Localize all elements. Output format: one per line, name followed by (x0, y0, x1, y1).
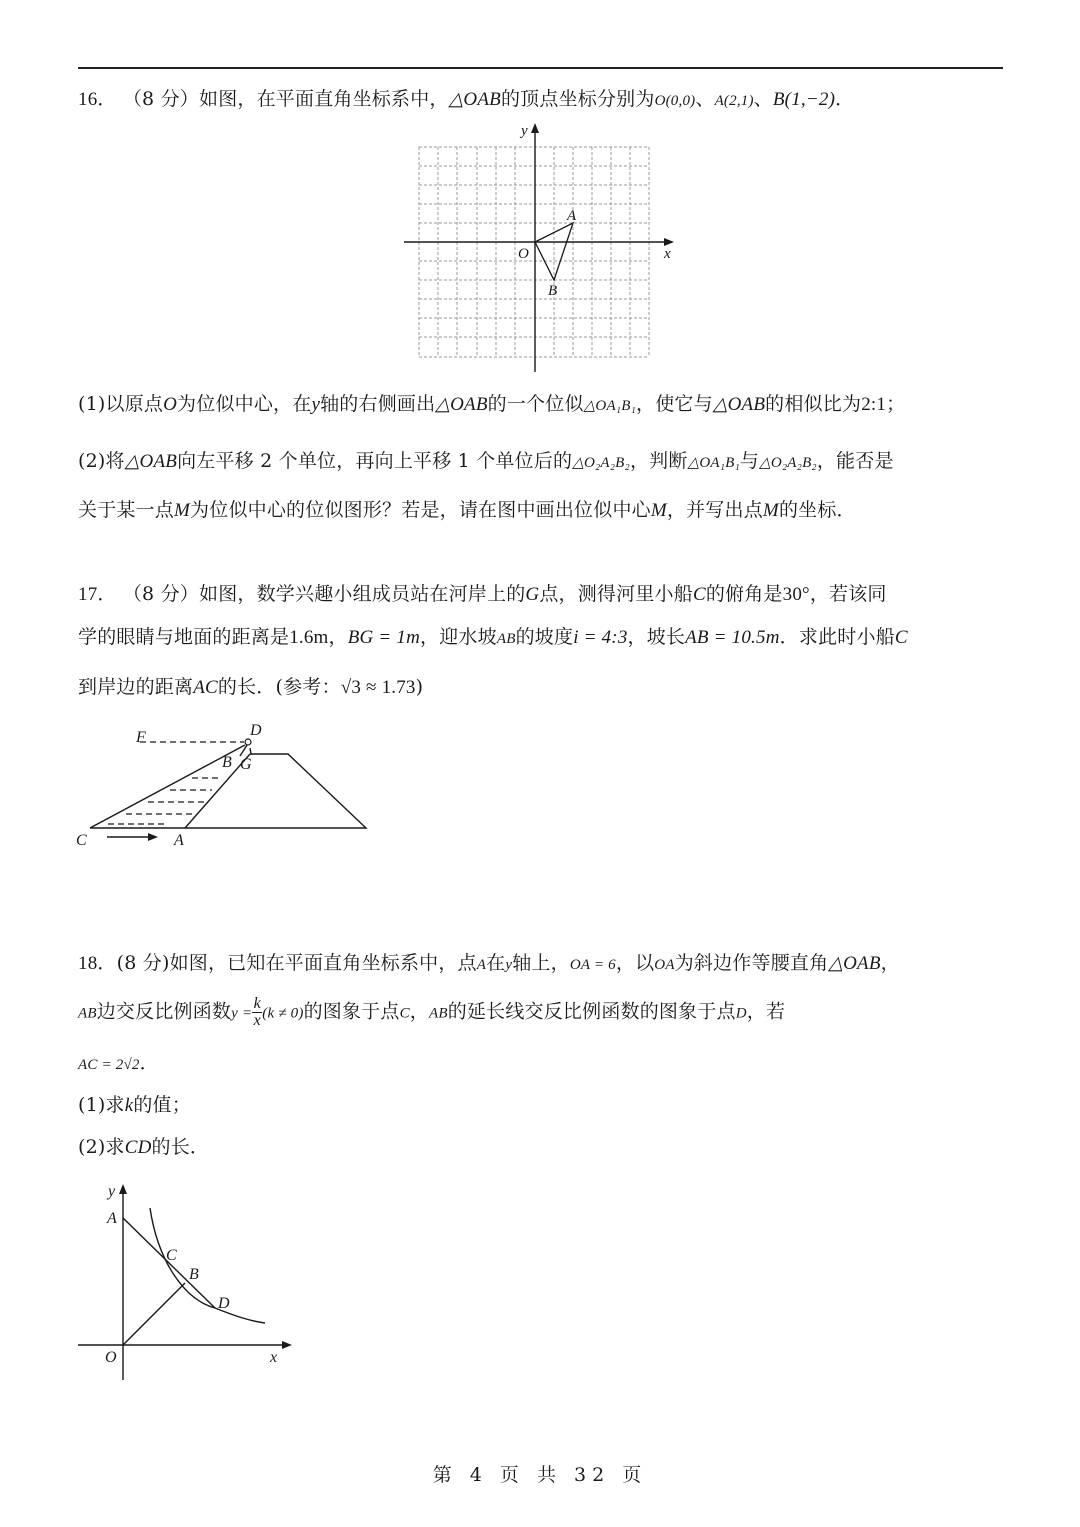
fraction-k-over-x (252, 996, 262, 1029)
math: △OAB (435, 394, 488, 415)
text: 的延长线交反比例函数的图象于点 (447, 1000, 736, 1023)
text: ，以 (615, 952, 655, 974)
q17-river-bank-figure (70, 710, 380, 855)
text: ， (409, 1000, 429, 1023)
math: i = 4:3 (573, 627, 628, 648)
label-a: A (174, 832, 184, 849)
q17-line3 (78, 674, 423, 701)
math: AC (193, 677, 218, 698)
y-axis-label: y (108, 1183, 116, 1200)
text: 与 (739, 450, 760, 472)
ratio: 2:1 (861, 394, 887, 415)
math: y (311, 394, 321, 415)
math: △OAB (712, 394, 766, 415)
text: (2)将 (78, 450, 125, 472)
numerator: k (253, 995, 261, 1012)
hyperbola-curve (150, 1208, 265, 1323)
q16-part1 (78, 391, 905, 419)
angle: 30° (782, 584, 810, 605)
text: ．求此时小船 (779, 626, 895, 648)
math: AB (429, 1005, 448, 1022)
math: y = (231, 1005, 253, 1022)
label-f: F (136, 729, 146, 746)
text: ，若 (746, 1000, 786, 1023)
math: M (762, 500, 779, 521)
text: 点，测得河里小船 (539, 583, 693, 605)
text: ，能否是 (816, 450, 894, 472)
origin-label: O (518, 246, 529, 262)
x-axis-label: x (664, 246, 671, 262)
q18-line1 (78, 950, 900, 978)
q18-number: 18． (78, 953, 117, 974)
label-c: C (76, 832, 87, 849)
q18-hyperbola-figure (70, 1170, 310, 1390)
q16-point-b: B(1,−2) (772, 89, 836, 110)
label-d: D (218, 1295, 230, 1312)
q18-part2 (78, 1134, 209, 1161)
text: 边交反比例函数 (96, 1000, 232, 1023)
q16-stem-text: 如图，在平面直角坐标系中， (199, 88, 449, 110)
text: 为位似中心，在 (177, 393, 312, 415)
denominator: x (253, 1012, 261, 1029)
text: 的坐标． (778, 499, 856, 521)
q17-score: （8 分） (122, 583, 199, 605)
text: 如图，数学兴趣小组成员站在河岸上的 (199, 583, 526, 605)
text: ， (880, 952, 900, 974)
math: OA = 6 (569, 957, 616, 973)
math: G (525, 584, 540, 605)
math: D (735, 1005, 747, 1022)
text: 关于某一点 (78, 499, 175, 521)
math: CD (124, 1137, 152, 1158)
text: (1)求 (78, 1094, 125, 1116)
math: C (894, 627, 908, 648)
math: △OA₁B₁ (583, 398, 636, 414)
text: 轴的右侧画出 (320, 393, 436, 415)
header-rule (78, 67, 1003, 69)
math: M (650, 500, 667, 521)
text: 的长．(参考： (217, 676, 341, 698)
q16-point-o: O(0,0) (654, 93, 696, 109)
separator: 、 (695, 88, 715, 110)
text: 在 (486, 952, 506, 974)
math: △O₂A₂B₂ (759, 455, 817, 471)
math: AB (496, 631, 516, 647)
q17-line1 (78, 581, 887, 608)
text: 的一个位似 (487, 393, 584, 415)
text: (2)求 (78, 1136, 125, 1158)
grid-lines (419, 147, 649, 357)
text: 向左平移 2 个单位，再向上平移 1 个单位后的 (177, 450, 573, 472)
text: ，迎水坡 (420, 626, 497, 648)
math: OA (654, 957, 675, 973)
math: A (476, 957, 487, 973)
y-axis-arrow-icon (531, 123, 539, 133)
text: ； (886, 393, 906, 415)
x-axis-label: x (270, 1349, 278, 1366)
text: ) (415, 676, 424, 698)
reference: √3 ≈ 1.73 (340, 677, 416, 698)
math: AB = 10.5m (685, 627, 780, 648)
text: ，若该同 (809, 583, 887, 605)
origin-label: O (105, 1349, 117, 1366)
text: 为位似中心的位似图形？若是，请在图中画出位似中心 (190, 499, 651, 521)
text: ， (328, 626, 348, 648)
text: 的坡度 (515, 626, 574, 648)
math: BG = 1m (347, 627, 421, 648)
label-a: A (107, 1210, 117, 1227)
y-axis-arrow-icon (119, 1184, 127, 1194)
value: 1.6m (289, 627, 329, 648)
math: O (163, 394, 178, 415)
text: ，使它与 (636, 393, 713, 415)
q16-number: 16． (78, 89, 117, 110)
text: 的相似比为 (765, 393, 862, 415)
period: ． (835, 88, 855, 110)
q17-number: 17． (78, 584, 117, 605)
label-b: B (222, 754, 232, 771)
text: ，判断 (629, 450, 688, 472)
text: (1)以原点 (78, 393, 164, 415)
text: 轴上， (512, 952, 570, 974)
text: 的图象于点 (303, 1000, 400, 1023)
text: 的俯角是 (705, 583, 783, 605)
math: C (692, 584, 706, 605)
x-axis-arrow-icon (664, 238, 674, 246)
math: C (399, 1005, 410, 1022)
x-axis-arrow-icon (282, 1341, 292, 1349)
math: △OAB (124, 451, 178, 472)
text: 为斜边作等腰直角 (674, 952, 829, 974)
q17-line2 (78, 624, 908, 652)
point-a-label: A (567, 208, 577, 224)
line-ob (123, 1283, 185, 1345)
label-g: G (240, 756, 252, 773)
q16-part2-line2 (78, 497, 856, 524)
math: AC = 2√2 (78, 1057, 140, 1073)
text: ，坡长 (627, 626, 686, 648)
q16-part2-line1 (78, 448, 894, 476)
text: ． (139, 1052, 159, 1074)
triangle-oab (535, 223, 573, 280)
text: 到岸边的距离 (78, 676, 194, 698)
q16-stem (78, 86, 854, 114)
math: (k ≠ 0) (262, 1005, 304, 1022)
label-b: B (189, 1266, 199, 1283)
math: M (174, 500, 191, 521)
observer-leg (250, 748, 251, 754)
math: △O₂A₂B₂ (572, 455, 630, 471)
label-d: D (250, 722, 262, 739)
q16-triangle: △OAB (448, 89, 501, 110)
q18-line2 (78, 996, 785, 1030)
eye-point-icon (245, 739, 251, 745)
text: ，并写出点 (666, 499, 763, 521)
separator: 、 (753, 88, 773, 110)
y-axis-label: y (521, 123, 528, 139)
q16-stem-text-b: 的顶点坐标分别为 (500, 88, 655, 110)
text: 学的眼睛与地面的距离是 (78, 626, 290, 648)
point-b-label: B (548, 283, 558, 299)
label-c: C (166, 1247, 177, 1264)
text: 的长． (151, 1136, 210, 1158)
math: △OA₁B₁ (687, 455, 740, 471)
text: 如图，已知在平面直角坐标系中，点 (169, 952, 477, 974)
math: △OAB (828, 953, 881, 974)
q18-part1 (78, 1092, 191, 1119)
page-footer: 第 4 页 共 32 页 (432, 1464, 648, 1486)
math: AB (78, 1005, 97, 1022)
math: k (124, 1095, 134, 1116)
math: y (505, 957, 513, 973)
text: 的值； (133, 1094, 191, 1116)
q16-score: （8 分） (122, 88, 199, 110)
q16-grid-figure (400, 120, 690, 380)
q16-point-a: A(2,1) (714, 93, 754, 109)
arrowhead-icon (148, 833, 158, 841)
axes (404, 128, 668, 372)
q18-line3 (78, 1050, 159, 1078)
q18-score: (8 分) (116, 952, 170, 974)
